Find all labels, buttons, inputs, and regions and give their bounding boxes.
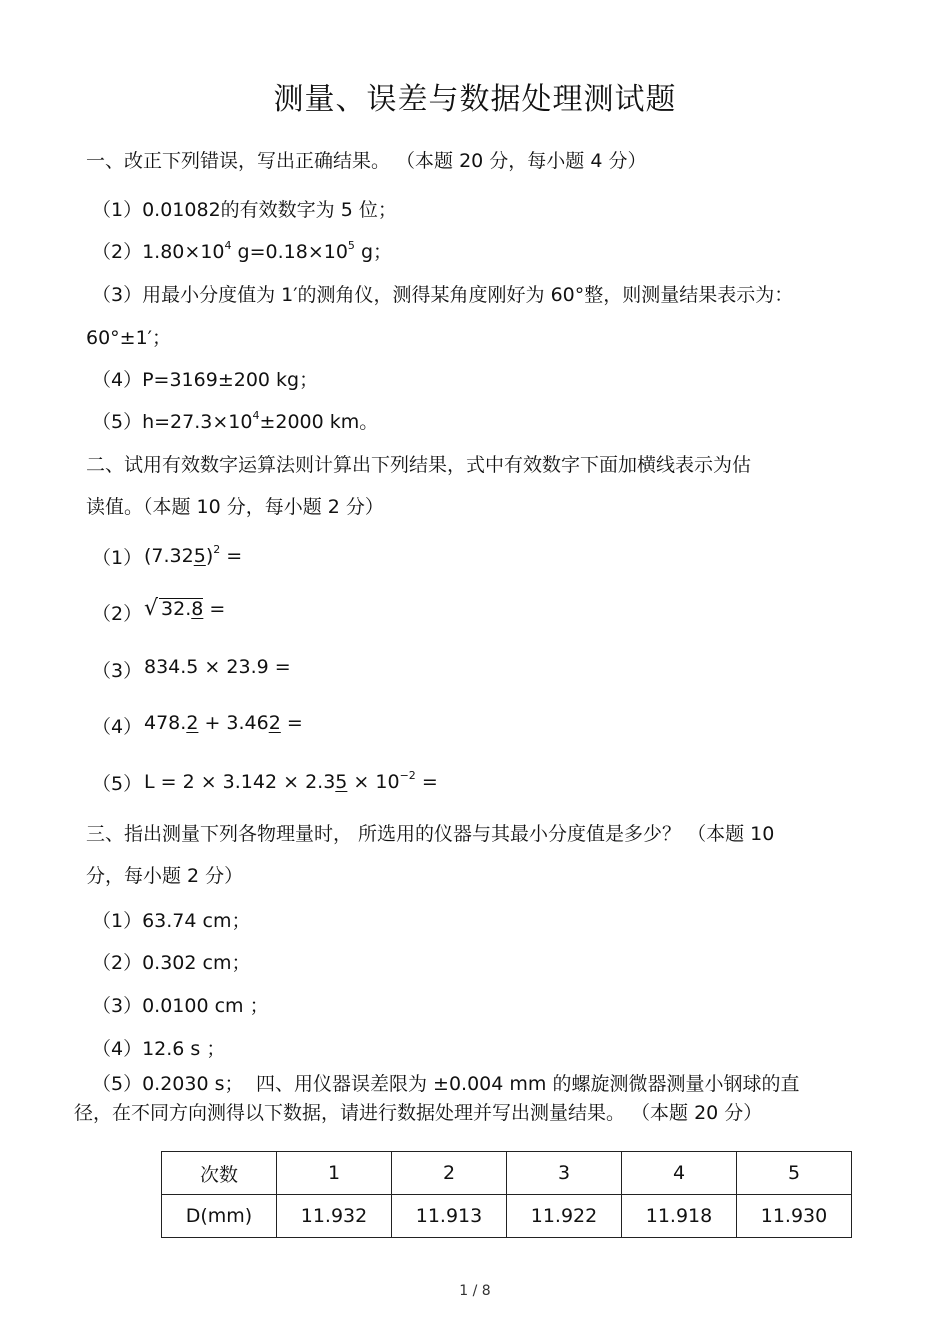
s3-question-1: （1）63.74 cm； (92, 910, 251, 932)
s2-q1-expression: $(7.325)^2$ = (144, 543, 243, 567)
table-cell: 11.930 (737, 1195, 852, 1238)
table-header-cell: 3 (507, 1152, 622, 1195)
s3-question-3: （3）0.0100 cm ； (92, 995, 269, 1017)
s2-q2-label: （2） (92, 603, 143, 625)
table-cell: 11.918 (622, 1195, 737, 1238)
s1-question-5: $(5)h=27.3\times 10^4\pm 2000$ km。 (92, 409, 379, 433)
table-header-cell: 2 (392, 1152, 507, 1195)
table-header-cell: 5 (737, 1152, 852, 1195)
s1-question-3: （3）用最小分度值为 1′的测角仪，测得某角度刚好为 60°整，则测量结果表示为： (92, 284, 794, 306)
table-row (162, 1152, 852, 1195)
section-2-header: 二、试用有效数字运算法则计算出下列结果，式中有效数字下面加横线表示为估 (86, 454, 752, 476)
s2-q2-expression: √ 32.8 = (144, 596, 226, 621)
table-cell: 11.922 (507, 1195, 622, 1238)
table-header-cell: 4 (622, 1152, 737, 1195)
table-header-cell: 1 (277, 1152, 392, 1195)
s2-q4-expression: 478.2 + 3.462 = (144, 712, 303, 734)
page-title: 测量、误差与数据处理测试题 (273, 82, 677, 117)
table-header-cell: 次数 (162, 1152, 277, 1195)
section-2-header-cont: 读值。（本题 10 分，每小题 2 分） (86, 496, 384, 518)
s1-question-3-cont: 60°±1′； (86, 327, 171, 349)
section-1-header: 一、改正下列错误，写出正确结果。 （本题 20 分，每小题 4 分） (86, 150, 647, 172)
table-cell: 11.913 (392, 1195, 507, 1238)
s3-question-4: （4）12.6 s ； (92, 1038, 226, 1060)
s2-q5-expression: $L = 2 \times 3.142 \times 2.35 \times 10^{-2}$ = (144, 769, 438, 793)
measurement-table (161, 1151, 852, 1238)
s2-q4-label: （4） (92, 716, 143, 738)
table-cell: 11.932 (277, 1195, 392, 1238)
s1-question-2: $(2)1.80\times 10^4$ $g=0.18\times 10^5$ g； (92, 239, 393, 263)
section-4-header: 四、用仪器误差限为 ±0.004 mm 的螺旋测微器测量小钢球的直 (256, 1073, 800, 1095)
s3-question-2: （2）0.302 cm； (92, 952, 251, 974)
s2-q3-expression: 834.5 × 23.9 = (144, 656, 291, 678)
section-4-header-cont: 径，在不同方向测得以下数据，请进行数据处理并写出测量结果。 （本题 20 分） (74, 1102, 763, 1124)
s3-question-5: （5）0.2030 s； (92, 1073, 244, 1095)
s1-question-4: （4）P=3169±200 kg； (92, 369, 319, 391)
table-cell: D(mm) (162, 1195, 277, 1238)
radical-sign-icon: √ (144, 596, 159, 621)
table-row (162, 1195, 852, 1238)
section-3-header-cont: 分，每小题 2 分） (86, 865, 244, 887)
s1-question-1: （1）0.01082的有效数字为 5 位； (92, 199, 397, 221)
s2-q1-label: （1） (92, 547, 143, 569)
section-3-header: 三、指出测量下列各物理量时， 所选用的仪器与其最小分度值是多少？ （本题 10 (86, 823, 775, 845)
page-number: 1 / 8 (459, 1283, 491, 1299)
s2-q3-label: （3） (92, 660, 143, 682)
s2-q5-label: （5） (92, 773, 143, 795)
